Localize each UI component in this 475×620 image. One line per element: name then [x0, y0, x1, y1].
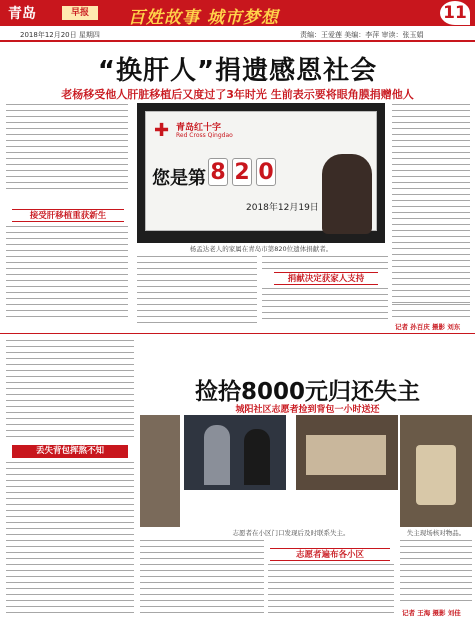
story1-byline: 记者 孙百庆 摄影 刘东	[395, 323, 461, 331]
story1-headline: “换肝人”捐遗感恩社会	[97, 56, 378, 86]
story1-photo-caption: 杨孟达老人的家属在青岛市第820位遗体捐献者。	[189, 245, 333, 253]
sign-org-name: 青岛红十字	[176, 123, 222, 133]
story1-subhead-transplant: 接受肝移植重获新生	[12, 209, 124, 222]
sign-digit: 2	[232, 158, 252, 186]
story2-byline: 记者 王海 摄影 刘佳	[402, 609, 461, 617]
story2-far-right-text	[400, 540, 472, 606]
story2-center-text	[140, 540, 264, 616]
editor-credits: 责编：王爱莲 美编：李萍 审读：张玉娟	[300, 31, 424, 39]
person-silhouette	[244, 429, 270, 485]
date-line: 2018年12月20日 星期四	[20, 31, 100, 39]
sign-org-english: Red Cross Qingdao	[176, 132, 233, 139]
masthead-divider	[0, 40, 475, 42]
story2-photo-volunteer	[184, 415, 286, 490]
story2-deck: 城阳社区志愿者捡到背包一小时送还	[235, 405, 380, 415]
story-separator	[0, 333, 475, 334]
story1-right-text-b	[392, 304, 470, 320]
sign-date: 2018年12月19日	[246, 203, 319, 213]
story2-intro-text	[6, 340, 134, 440]
story1-subhead-family: 捐献决定获家人支持	[274, 272, 378, 285]
story2-right-text	[268, 564, 394, 616]
story1-center-text-b	[262, 256, 388, 270]
wallet-items	[416, 445, 456, 505]
sign-digit: 8	[208, 158, 228, 186]
story2-photo-caption-left: 志愿者在小区门口发现后及时联系失主。	[232, 529, 350, 537]
person-silhouette	[204, 425, 230, 485]
newspaper-badge: 早报	[62, 6, 98, 20]
story2-photo-counting	[296, 415, 398, 490]
section-title: 百姓故事 城市梦想	[128, 8, 279, 28]
person-silhouette	[322, 154, 372, 234]
story2-subhead-right: 志愿者遍布各小区	[270, 548, 390, 561]
story2-photo-caption-right: 失主现场核对物品。	[406, 529, 466, 537]
page-number: 11	[440, 1, 470, 25]
story2-left-text	[6, 462, 134, 614]
story2-photo-left	[140, 415, 180, 527]
story2-subhead-left: 丢失背包挥熬不知	[12, 445, 128, 458]
story1-center-text-a	[137, 256, 257, 324]
story2-headline: 捡拾8000元归还失主	[194, 379, 420, 405]
story1-photo	[137, 103, 385, 243]
cash-pile	[306, 435, 386, 475]
story1-right-text	[392, 104, 470, 304]
story2-photo-owner	[400, 415, 472, 527]
story1-intro-text	[6, 104, 128, 192]
sign-digit: 0	[256, 158, 276, 186]
story1-deck: 老杨移受他人肝脏移植后又度过了3年时光 生前表示要将眼角膜捐赠他人	[61, 88, 414, 101]
sign-prefix: 您是第	[152, 168, 206, 189]
story1-left-text	[6, 226, 128, 321]
red-cross-sign	[145, 111, 377, 231]
newspaper-logo: 青岛	[8, 6, 36, 22]
red-cross-icon: ✚	[154, 120, 170, 141]
story1-center-text-c	[262, 288, 388, 324]
